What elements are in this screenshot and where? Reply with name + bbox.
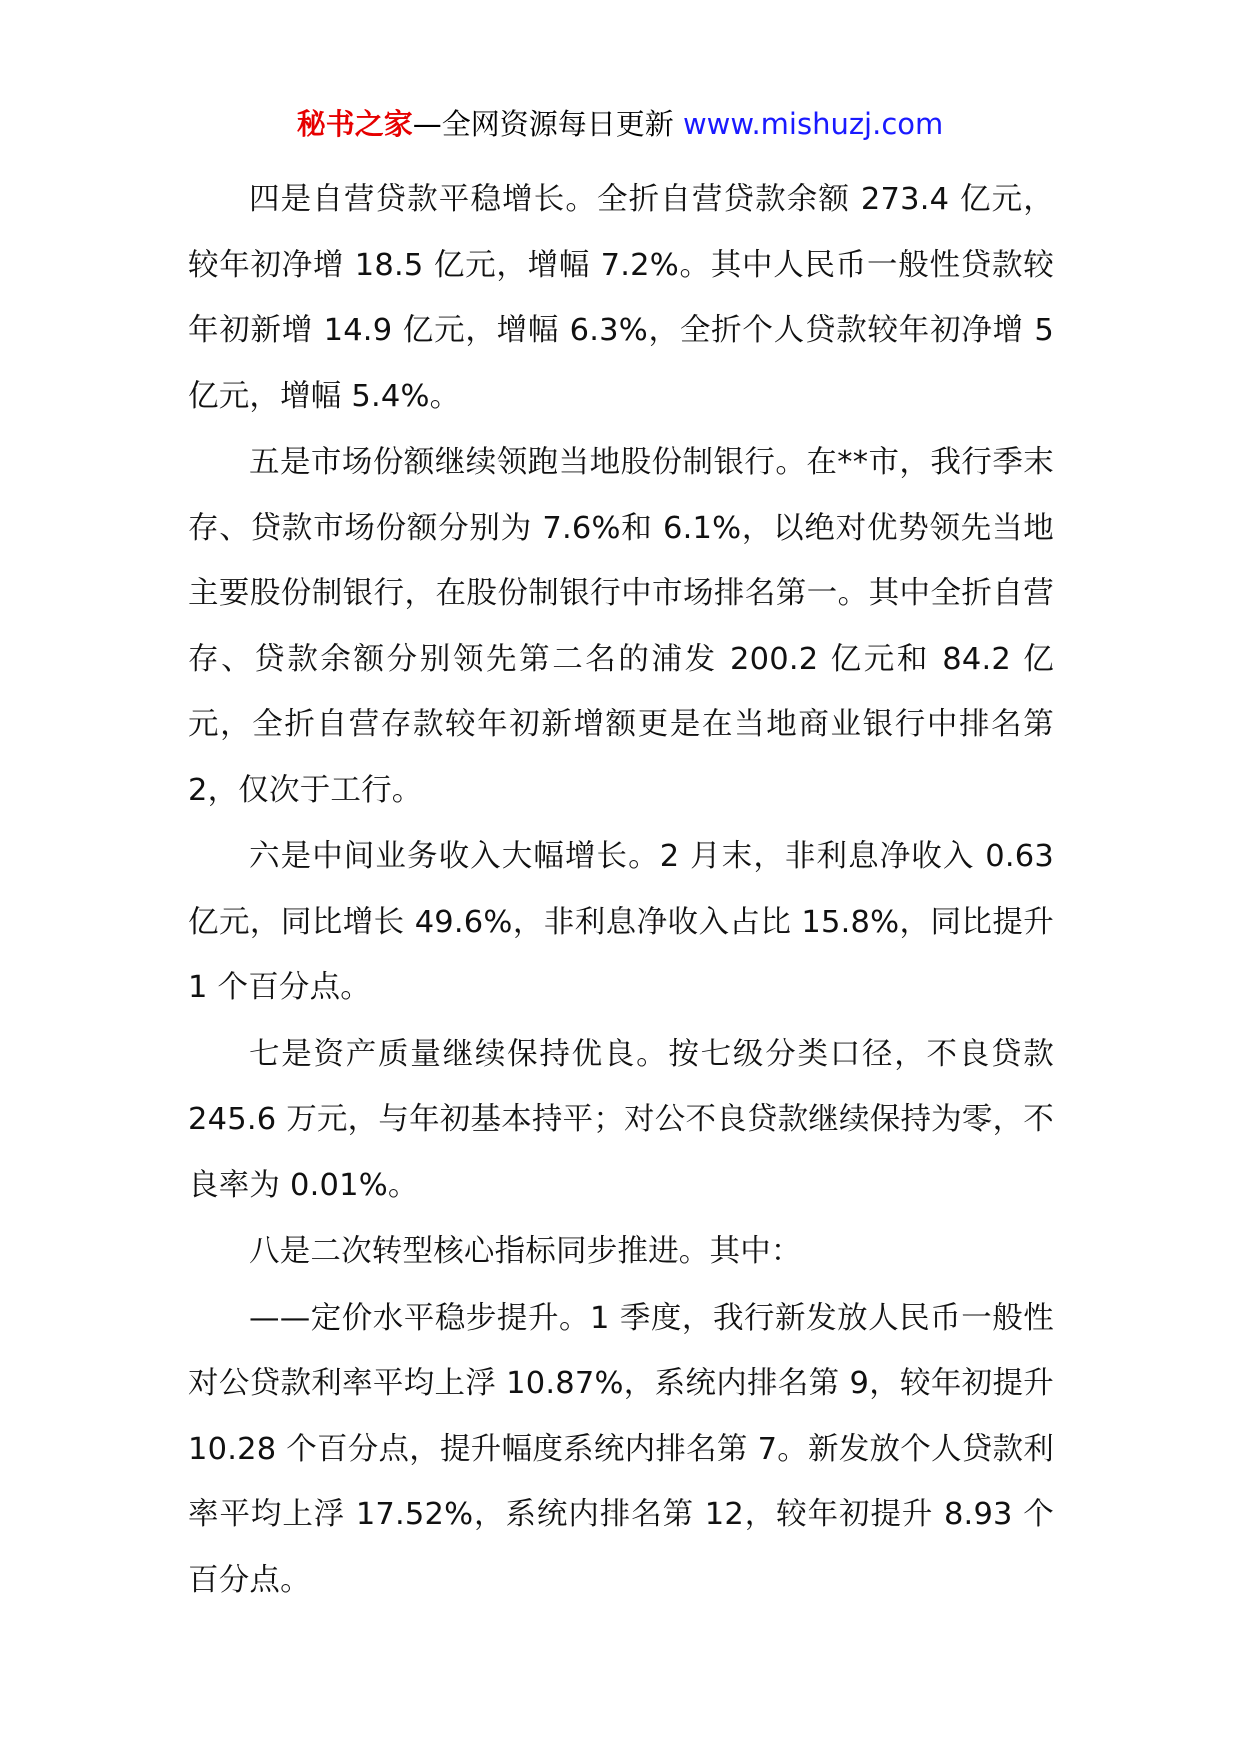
header-url-link[interactable]: www.mishuzj.com	[682, 107, 944, 141]
paragraph-intermediate-income: 六是中间业务收入大幅增长。2 月末，非利息净收入 0.63 亿元，同比增长 49.6%，非利息净收入占比 15.8%，同比提升 1 个百分点。	[188, 839, 1054, 1005]
document-body	[188, 167, 1054, 1614]
paragraph-market-share: 五是市场份额继续领跑当地股份制银行。在**市，我行季末存、贷款市场份额分别为 7.6%和 6.1%，以绝对优势领先当地主要股份制银行，在股份制银行中市场排名第一。其中全折自营存、贷款余额分别领先第二名的浦发 200.2 亿元和 84.2 亿元，全折自营存款较年初新增额更是在当地商业银行中排名第 2，仅次于工行。	[188, 445, 1054, 808]
header-brand: 秘书之家	[296, 107, 413, 141]
paragraph-transformation-indicators: 八是二次转型核心指标同步推进。其中：	[249, 1234, 802, 1269]
paragraph-self-operated-loans: 四是自营贷款平稳增长。全折自营贷款余额 273.4 亿元，较年初净增 18.5 亿元，增幅 7.2%。其中人民币一般性贷款较年初新增 14.9 亿元，增幅 6.3%，全折个人贷款较年初净增 5 亿元，增幅 5.4%。	[188, 182, 1054, 414]
page-header	[0, 102, 1240, 146]
paragraph-asset-quality: 七是资产质量继续保持优良。按七级分类口径，不良贷款 245.6 万元，与年初基本持平；对公不良贷款继续保持为零，不良率为 0.01%。	[188, 1036, 1054, 1203]
paragraph-pricing-level: ——定价水平稳步提升。1 季度，我行新发放人民币一般性对公贷款利率平均上浮 10.87%，系统内排名第 9，较年初提升 10.28 个百分点，提升幅度系统内排名第 7。新发放个人贷款利率平均上浮 17.52%，系统内排名第 12，较年初提升 8.93 个百分点。	[188, 1300, 1054, 1598]
header-tagline: —全网资源每日更新	[412, 107, 683, 141]
